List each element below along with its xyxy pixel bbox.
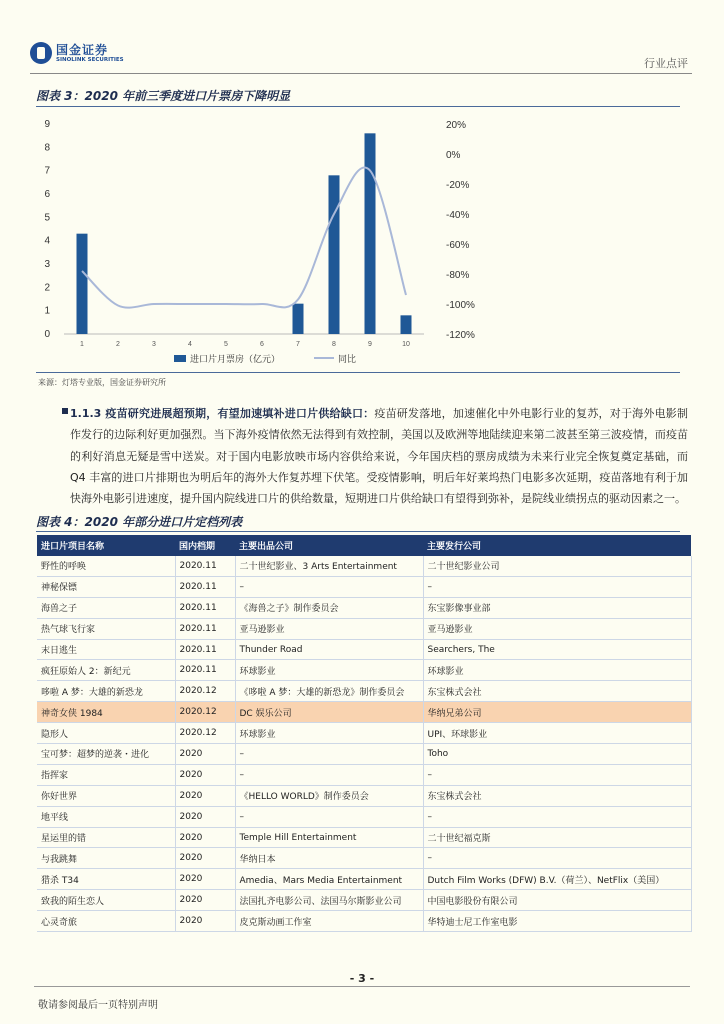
page-number: - 3 - <box>349 972 375 985</box>
y-right-tick-label: 20% <box>446 120 467 131</box>
table-row <box>37 827 691 848</box>
table-cell: 中国电影股份有限公司 <box>423 890 691 911</box>
table-cell: 指挥家 <box>37 764 175 785</box>
table-cell: 宝可梦：超梦的逆袭・进化 <box>37 744 175 765</box>
table-cell: 环球影业 <box>235 723 423 744</box>
x-tick-label: 1 <box>80 341 84 348</box>
table-cell: 二十世纪影业、3 Arts Entertainment <box>235 556 423 576</box>
table-header-row <box>37 535 691 556</box>
x-tick-label: 2 <box>116 341 120 348</box>
table-cell: 环球影业 <box>235 660 423 681</box>
table-cell: Dutch Film Works (DFW) B.V.（荷兰）、NetFlix（美国） <box>423 869 691 890</box>
figure4-top-rule <box>36 531 680 532</box>
table-cell: 神奇女侠 1984 <box>37 702 175 723</box>
y-left-tick-label: 0 <box>44 329 50 340</box>
company-logo <box>30 42 134 66</box>
table-cell: 星运里的错 <box>37 827 175 848</box>
table-cell: Amedia、Mars Media Entertainment <box>235 869 423 890</box>
table-cell: 2020.11 <box>175 618 235 639</box>
legend-swatch-bar <box>174 355 186 362</box>
y-left-tick-label: 4 <box>44 235 50 247</box>
table-cell: 与我跳舞 <box>37 848 175 869</box>
table-cell: 东宝影像事业部 <box>423 597 691 618</box>
table-cell: 海兽之子 <box>37 597 175 618</box>
table-cell: 猎杀 T34 <box>37 869 175 890</box>
chart-bar <box>77 234 88 334</box>
table-cell: 《哆啦 A 梦：大雄的新恐龙》制作委员会 <box>235 681 423 702</box>
table-row <box>37 660 691 681</box>
table-cell: 华纳兄弟公司 <box>423 702 691 723</box>
table-row <box>37 556 691 576</box>
table-cell: 2020 <box>175 785 235 806</box>
table-cell: 野性的呼唤 <box>37 556 175 576</box>
table-cell: 东宝株式会社 <box>423 681 691 702</box>
table-row <box>37 681 691 702</box>
table-row <box>37 723 691 744</box>
table-cell: 华纳日本 <box>235 848 423 869</box>
figure3-source: 来源：灯塔专业版，国金证券研究所 <box>38 378 166 387</box>
y-right-tick-label: -20% <box>446 180 470 191</box>
table-cell: – <box>423 576 691 597</box>
y-left-tick-label: 3 <box>44 259 50 270</box>
table-row <box>37 576 691 597</box>
table-cell: 隐形人 <box>37 723 175 744</box>
table-cell: 疯狂原始人 2：新纪元 <box>37 660 175 681</box>
figure3-bottom-rule <box>36 372 680 373</box>
table-cell: – <box>423 848 691 869</box>
table-cell: 《海兽之子》制作委员会 <box>235 597 423 618</box>
figure3-top-rule <box>36 106 680 107</box>
header-divider <box>30 73 692 74</box>
table-cell: 环球影业 <box>423 660 691 681</box>
y-left-tick-label: 8 <box>44 142 50 154</box>
table-cell: DC 娱乐公司 <box>235 702 423 723</box>
table-cell: 2020.12 <box>175 702 235 723</box>
table-cell: 《HELLO WORLD》制作委员会 <box>235 785 423 806</box>
y-right-tick-label: -80% <box>446 270 470 281</box>
table-cell: 神秘保镖 <box>37 576 175 597</box>
y-right-tick-label: -120% <box>446 330 475 341</box>
table-cell: 2020 <box>175 911 235 932</box>
table-row <box>37 702 691 723</box>
section-paragraph <box>70 403 688 509</box>
table-cell: 2020.11 <box>175 576 235 597</box>
table-cell: 2020.11 <box>175 556 235 576</box>
x-tick-label: 10 <box>402 341 410 348</box>
table-cell: Searchers, The <box>423 639 691 660</box>
footer-disclaimer: 敬请参阅最后一页特别声明 <box>38 1000 158 1011</box>
y-right-tick-label: -100% <box>446 300 475 311</box>
table-cell: Thunder Road <box>235 639 423 660</box>
table-cell: 2020 <box>175 764 235 785</box>
table-header-cell: 主要发行公司 <box>423 535 691 556</box>
table-cell: 2020 <box>175 869 235 890</box>
chart-bar <box>293 304 304 334</box>
table-cell: Toho <box>423 744 691 765</box>
table-header-cell: 主要出品公司 <box>235 535 423 556</box>
section-heading: 1.1.3 疫苗研究进展超预期，有望加速填补进口片供给缺口： <box>70 407 375 420</box>
table-cell: 致我的陌生恋人 <box>37 890 175 911</box>
table-cell: 亚马逊影业 <box>423 618 691 639</box>
x-tick-label: 3 <box>152 341 156 348</box>
table-cell: UPI、环球影业 <box>423 723 691 744</box>
table-row <box>37 806 691 827</box>
y-right-tick-label: -60% <box>446 240 470 251</box>
table-cell: – <box>235 806 423 827</box>
y-left-tick-label: 7 <box>44 165 50 177</box>
table-cell: – <box>235 744 423 765</box>
bullet-icon <box>62 408 68 414</box>
table-header-cell: 进口片项目名称 <box>37 535 175 556</box>
table-cell: – <box>423 764 691 785</box>
figure3-chart <box>36 110 490 372</box>
table-cell: 心灵奇旅 <box>37 911 175 932</box>
table-cell: 末日逃生 <box>37 639 175 660</box>
table-row <box>37 597 691 618</box>
table-cell: 2020 <box>175 827 235 848</box>
x-tick-label: 5 <box>224 341 228 348</box>
table-cell: 东宝株式会社 <box>423 785 691 806</box>
table-cell: 你好世界 <box>37 785 175 806</box>
logo-text-cn: 国金证券 <box>56 43 109 57</box>
table-row <box>37 639 691 660</box>
x-tick-label: 9 <box>368 341 372 348</box>
table-cell: 2020 <box>175 848 235 869</box>
table-row <box>37 869 691 890</box>
table-cell: – <box>235 764 423 785</box>
x-tick-label: 4 <box>188 341 192 348</box>
table-cell: 2020.11 <box>175 660 235 681</box>
report-type: 行业点评 <box>644 57 688 70</box>
table-row <box>37 785 691 806</box>
y-right-tick-label: -40% <box>446 210 470 221</box>
y-left-tick-label: 2 <box>44 282 50 294</box>
table-cell: Temple Hill Entertainment <box>235 827 423 848</box>
table-cell: 2020 <box>175 890 235 911</box>
table-row <box>37 848 691 869</box>
table-row <box>37 618 691 639</box>
table-cell: 华特迪士尼工作室电影 <box>423 911 691 932</box>
chart-bar <box>401 315 412 334</box>
table-cell: 2020 <box>175 744 235 765</box>
figure4-title: 图表 4：2020 年部分进口片定档列表 <box>36 515 243 529</box>
table-cell: 二十世纪影业公司 <box>423 556 691 576</box>
table-cell: 地平线 <box>37 806 175 827</box>
table-cell: – <box>423 806 691 827</box>
yoy-line <box>82 168 406 308</box>
y-right-tick-label: 0% <box>446 150 461 161</box>
table-cell: 2020 <box>175 806 235 827</box>
table-cell: 2020.11 <box>175 597 235 618</box>
table-row <box>37 890 691 911</box>
release-schedule-table <box>37 535 692 932</box>
table-cell: 二十世纪福克斯 <box>423 827 691 848</box>
legend-label-line: 同比 <box>338 354 357 364</box>
y-left-tick-label: 1 <box>44 305 50 317</box>
table-row <box>37 744 691 765</box>
y-left-tick-label: 6 <box>44 189 50 200</box>
chart-bar <box>365 133 376 334</box>
chart-bar <box>329 175 340 334</box>
footer-divider <box>34 986 690 987</box>
table-cell: 法国扎齐电影公司、法国马尔斯影业公司 <box>235 890 423 911</box>
table-cell: 热气球飞行家 <box>37 618 175 639</box>
figure3-title: 图表 3：2020 年前三季度进口片票房下降明显 <box>36 89 291 103</box>
x-tick-label: 8 <box>332 341 336 348</box>
table-cell: 亚马逊影业 <box>235 618 423 639</box>
y-left-tick-label: 5 <box>44 212 50 224</box>
table-row <box>37 911 691 932</box>
logo-text-en: SINOLINK SECURITIES <box>56 57 124 63</box>
table-cell: 皮克斯动画工作室 <box>235 911 423 932</box>
section-body: 疫苗研发落地，加速催化中外电影行业的复苏，对于海外电影制作发行的边际利好更加强烈。当下海外疫情依然无法得到有效控制，美国以及欧洲等地陆续迎来第二波甚至第三波疫情，而疫苗的利好消息无疑是雪中送炭。对于国内电影放映市场内容供给来说，今年国庆档的票房成绩为未来行业完全恢复奠定基础，而 Q4 丰富的进口片排期也为明后年的海外大作复苏埋下伏笔。受疫情影响，明后年好莱坞热门电影多次延期，疫苗落地有利于加快海外电影引进速度，提升国内院线进口片的供给数量，短期进口片供给缺口有望得到弥补，是院线业绩拐点的驱动因素之一。 <box>70 407 689 506</box>
table-cell: 2020.12 <box>175 681 235 702</box>
table-cell: 2020.11 <box>175 639 235 660</box>
logo-icon <box>30 42 52 64</box>
table-cell: 哆啦 A 梦：大雄的新恐龙 <box>37 681 175 702</box>
table-cell: 2020.12 <box>175 723 235 744</box>
table-header-cell: 国内档期 <box>175 535 235 556</box>
legend-label-bar: 进口片月票房（亿元） <box>190 354 281 364</box>
table-cell: – <box>235 576 423 597</box>
x-tick-label: 7 <box>296 341 300 348</box>
y-left-tick-label: 9 <box>44 119 50 130</box>
x-tick-label: 6 <box>260 341 264 348</box>
table-row <box>37 764 691 785</box>
